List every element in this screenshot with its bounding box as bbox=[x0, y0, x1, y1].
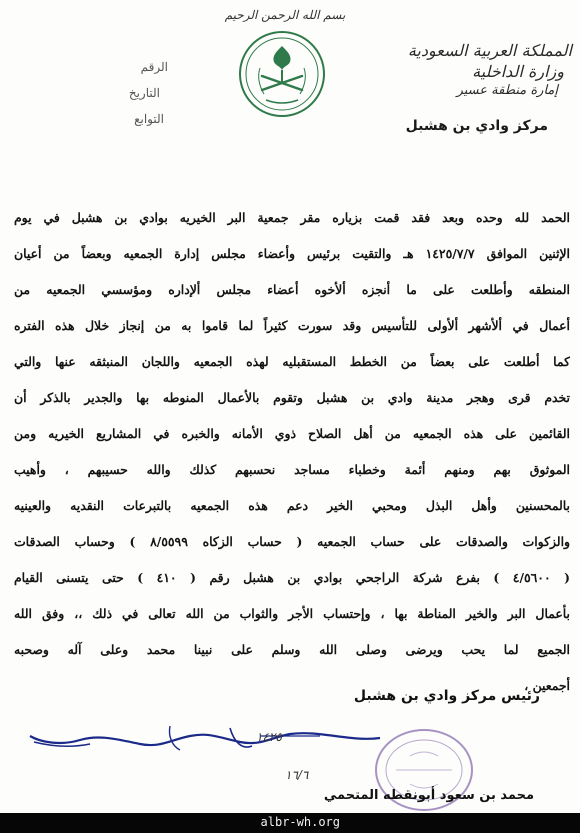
body-line: المنطقه وأطلعت على ما أنجزه ألأخوه أعضاء مجلس ألإداره ومؤسسي الجمعيه من bbox=[14, 282, 570, 297]
body-line: أعمال في ألأشهر ألأولى للتأسيس وقد سورت كثيراً لما قاموا به من إنجاز خلال هذه الفتره bbox=[14, 318, 570, 333]
handwritten-date: ١٤٢٥ bbox=[256, 730, 282, 744]
letter-body bbox=[14, 200, 570, 704]
body-line: ( ٤/٥٦٠٠ ) بفرع شركة الراجحي بوادي بن هشبل رقم ( ٤١٠ ) حتى يتسنى القيام bbox=[14, 570, 570, 585]
kingdom-name: المملكة العربية السعودية bbox=[407, 41, 572, 60]
body-line: والزكوات والصدقات على حساب الجمعيه ( حساب الزكاه ٨/٥٥٩٩ ) وحساب الصدقات bbox=[14, 534, 570, 549]
footer-bar bbox=[0, 813, 580, 833]
saudi-emblem-icon bbox=[236, 28, 328, 120]
body-line: بأعمال البر والخير المناطة بها ، وإحتساب الأجر والثواب من الله تعالى في ذلك ،، وفق الله bbox=[14, 606, 570, 621]
attachments-label: التوابع bbox=[134, 112, 164, 126]
handwritten-signature bbox=[20, 716, 390, 766]
handwritten-date-2: ١٦/٦ bbox=[285, 768, 309, 782]
date-label: التاريخ bbox=[128, 86, 160, 100]
body-line: أجمعين ، bbox=[524, 678, 570, 693]
emirate-name: إمارة منطقة عسير bbox=[456, 83, 558, 98]
signer-name: محمد بن سعود أبونقطه المتحمي bbox=[323, 788, 534, 803]
reference-labels bbox=[38, 54, 168, 132]
basmala: بسم الله الرحمن الرحيم bbox=[224, 8, 346, 22]
number-label: الرقم bbox=[140, 60, 168, 74]
body-line: تخدم قرى وهجر مدينة وادي بن هشبل وتقوم بالأعمال المنوطه بها والجدير بالذكر أن bbox=[14, 390, 570, 405]
body-line: الموثوق بهم ومنهم أئمة وخطباء مساجد نحسبهم كذلك والله حسيبهم ، وأهيب bbox=[14, 462, 570, 477]
signer-title: رئيس مركز وادي بن هشبل bbox=[353, 688, 540, 704]
center-name: مركز وادي بن هشبل bbox=[405, 118, 548, 134]
ministry-name: وزارة الداخلية bbox=[472, 62, 564, 81]
body-line: الجميع لما يحب ويرضى وصلى الله وسلم على نبينا محمد وعلى آله وصحبه bbox=[14, 642, 570, 657]
watermark-url: albr-wh.org bbox=[260, 815, 340, 829]
body-line: القائمين على هذه الجمعيه من أهل الصلاح ذوي الأمانه والخبره في المشاريع الخيريه ومن bbox=[14, 426, 570, 441]
body-line: الإثنين الموافق ١٤٢٥/٧/٧ هـ والتقيت برئيس وأعضاء مجلس إدارة الجمعيه وبعضاً من أعيان bbox=[14, 246, 570, 261]
body-line: الحمد لله وحده وبعد فقد قمت بزياره مقر جمعية البر الخيريه بوادي بن هشبل في يوم bbox=[14, 210, 570, 225]
body-line: بالمحسنين وأهل البذل ومحبي الخير دعم هذه الجمعيه بالتبرعات النقديه والعينيه bbox=[14, 498, 570, 513]
letterhead bbox=[392, 40, 572, 100]
body-line: كما أطلعت على بعضاً من الخطط المستقبليه لهذه الجمعيه واللجان المنبثقه عنها والتي bbox=[14, 354, 570, 369]
